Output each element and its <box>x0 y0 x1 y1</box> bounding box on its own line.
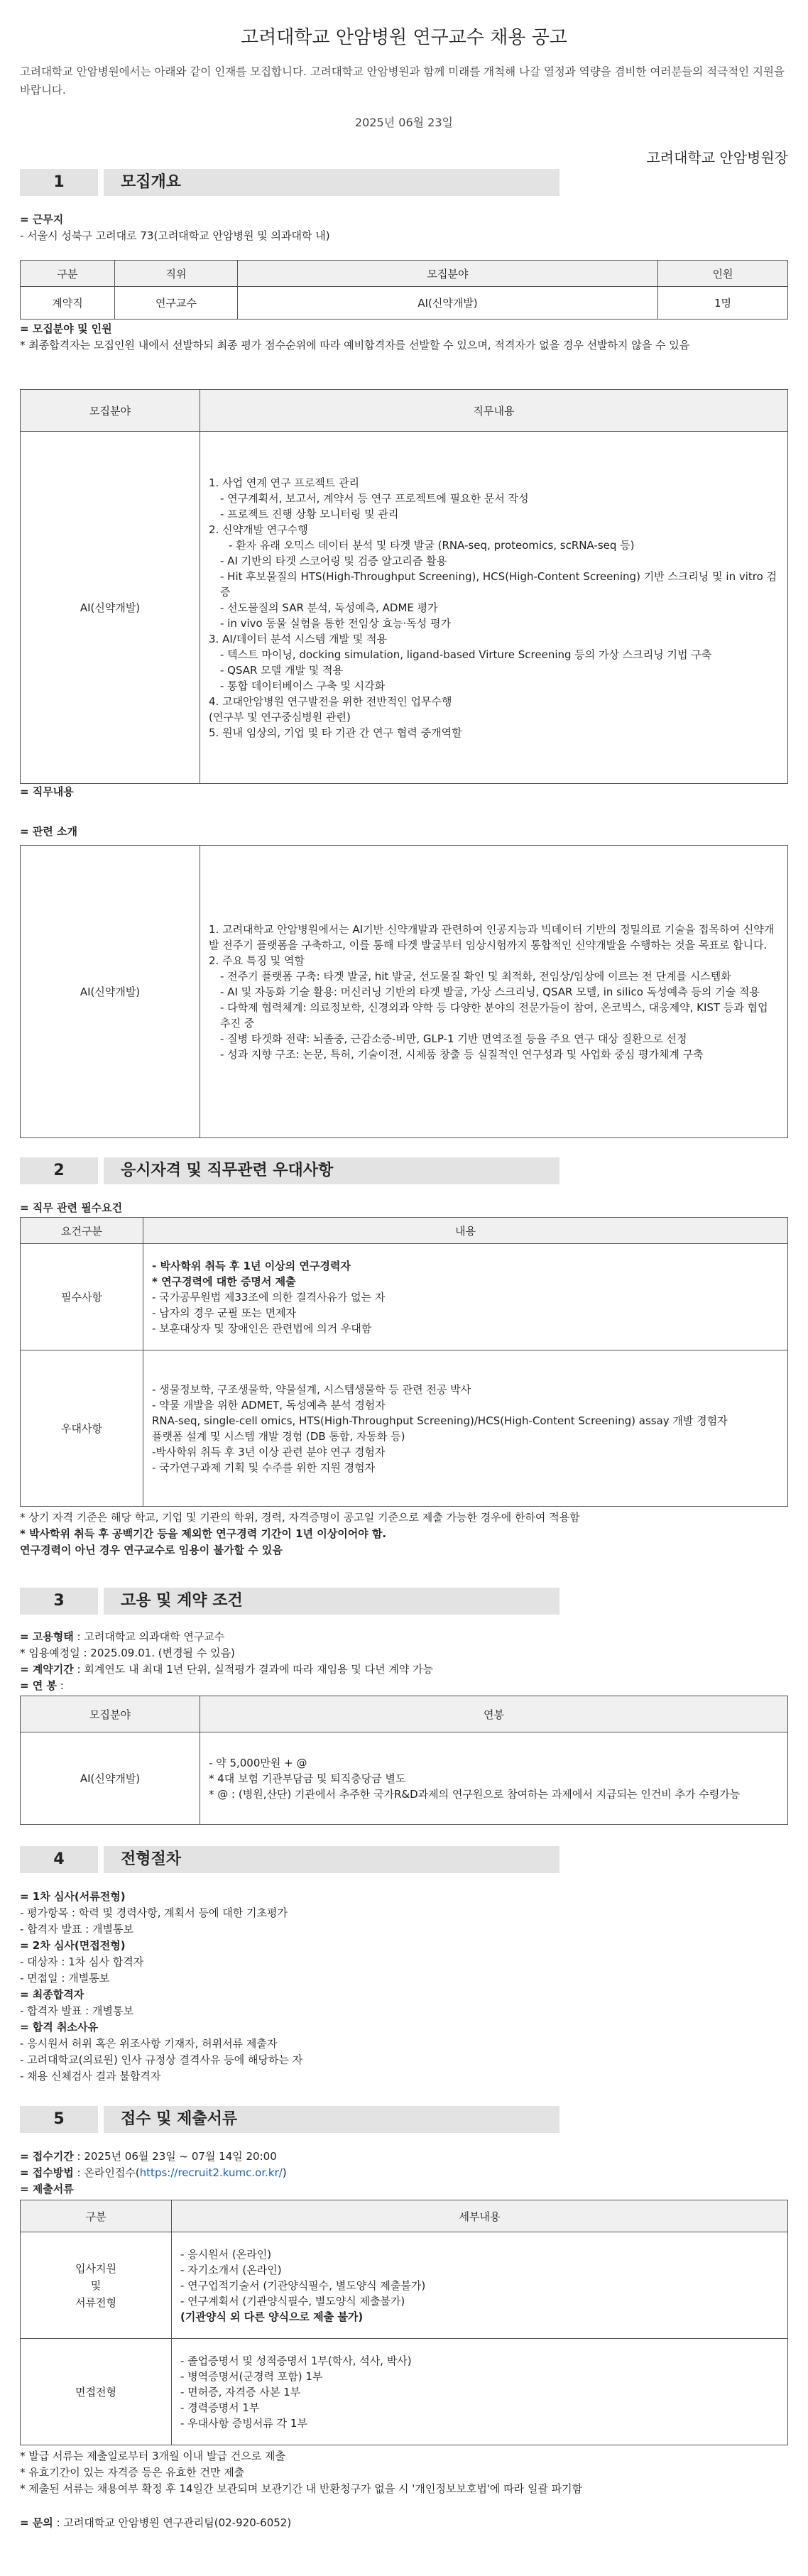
salary-list <box>200 1732 788 1825</box>
workplace-text: - 서울시 성북구 고려대로 73(고려대학교 안암병원 및 의과대학 내) <box>20 229 330 242</box>
salary-heading: = 연 봉 <box>20 1679 57 1692</box>
section-title: 접수 및 제출서류 <box>104 2106 559 2133</box>
table-header: 요건구분 <box>21 1218 143 1244</box>
list-item: * 연구경력에 대한 증명서 제출 <box>152 1275 296 1288</box>
list-item: - 국가공무원법 제33조에 의한 결격사유가 없는 자 <box>152 1290 386 1304</box>
apply-period-heading: = 접수기간 <box>20 2150 74 2163</box>
list-item: (기관양식 외 다른 양식으로 제출 불가) <box>180 2310 364 2323</box>
table-header: 직위 <box>115 261 238 287</box>
workplace-block <box>20 212 788 244</box>
list-item: 4. 고대안암병원 연구발전을 위한 전반적인 업무수행 <box>209 694 452 708</box>
table-header-row <box>21 390 788 432</box>
table-row <box>21 1244 788 1350</box>
table-header: 내용 <box>143 1218 788 1244</box>
table-row <box>21 846 788 1138</box>
table-cell <box>21 2232 172 2339</box>
list-item: -박사학위 취득 후 3년 이상 관련 분야 연구 경험자 <box>152 1445 386 1458</box>
section-title: 고용 및 계약 조건 <box>104 1588 559 1615</box>
table-cell: AI(신약개발) <box>21 846 200 1138</box>
list-item: (연구부 및 연구중심병원 관련) <box>209 710 351 724</box>
list-item: - 연구계획서 (기관양식필수, 별도양식 제출불가) <box>180 2294 405 2308</box>
employment-form-heading: = 고용형태 <box>20 1630 74 1643</box>
list-item: - 성과 지향 구조: 논문, 특허, 기술이전, 시제품 창출 등 실질적인 연구성과 및 사업화 중심 평가체계 구축 <box>220 1047 704 1061</box>
page-title: 고려대학교 안암병원 연구교수 채용 공고 <box>240 27 568 48</box>
section-title: 응시자격 및 직무관련 우대사항 <box>104 1157 559 1184</box>
doc-note: * 제출된 서류는 채용여부 확정 후 14일간 보관되며 보관기간 내 반환청구가 없을 시 '개인정보보호법'에 따라 일괄 파기함 <box>20 2482 583 2495</box>
employment-form-value: : 고려대학교 의과대학 연구교수 <box>77 1630 225 1643</box>
table-cell: AI(신약개발) <box>238 287 658 320</box>
list-item: - 경력증명서 1부 <box>180 2401 260 2414</box>
table-header: 연봉 <box>200 1696 788 1732</box>
section-1-header <box>20 169 559 196</box>
list-item: RNA-seq, single-cell omics, HTS(High-Throughput Screening)/HCS(High-Content Screening) assay 개발 경험자 <box>152 1414 728 1427</box>
table-row <box>21 432 788 784</box>
apply-period-value: : 2025년 06월 23일 ~ 07월 14일 20:00 <box>77 2150 277 2163</box>
duty-list <box>200 432 788 784</box>
section-3-header <box>20 1588 559 1615</box>
list-item: - 프로젝트 진행 상황 모니터링 및 관리 <box>220 507 399 520</box>
table-row <box>21 2339 788 2445</box>
intro-text: 고려대학교 안암병원에서는 아래와 같이 인재를 모집합니다. 고려대학교 안암병원과 함께 미래를 개척해 나갈 열정과 역량을 겸비한 여러분들의 적극적인 지원을 바랍니다. <box>20 65 785 97</box>
must-list <box>143 1244 788 1350</box>
list-item: - 응시원서 허위 혹은 위조사항 기재자, 허위서류 제출자 <box>20 2037 278 2050</box>
list-item: = 1차 심사(서류전형) <box>20 1890 126 1903</box>
table-header: 모집분야 <box>21 1696 200 1732</box>
table-row <box>21 1732 788 1825</box>
section-2-header <box>20 1157 559 1184</box>
req-heading-block <box>20 1200 788 1216</box>
table-cell: 면접전형 <box>21 2339 172 2445</box>
table-row <box>21 1350 788 1507</box>
table-cell: 연구교수 <box>115 287 238 320</box>
list-item: 2. 주요 특징 및 역할 <box>209 954 305 967</box>
list-item: - 응시원서 (온라인) <box>180 2247 272 2261</box>
list-item: - 졸업증명서 및 성적증명서 1부(학사, 석사, 박사) <box>180 2354 412 2367</box>
list-item: - 선도물질의 SAR 분석, 독성예측, ADME 평가 <box>220 601 438 614</box>
section-number: 5 <box>20 2106 98 2133</box>
list-item: - 생물정보학, 구조생물학, 약물설계, 시스템생물학 등 관련 전공 박사 <box>152 1382 471 1396</box>
table-cell: AI(신약개발) <box>21 432 200 784</box>
contract-period-heading: = 계약기간 <box>20 1663 74 1676</box>
process-block <box>20 1889 788 2085</box>
req-notes <box>20 1510 788 1559</box>
list-item: - 합격자 발표 : 개별통보 <box>20 1923 133 1936</box>
list-item: = 합격 취소사유 <box>20 2021 98 2034</box>
list-item: - QSAR 모델 개발 및 적용 <box>220 663 343 677</box>
section-number: 2 <box>20 1157 98 1184</box>
list-item: * @ : (병원,산단) 기관에서 추주한 국가R&D과제의 연구원으로 참여하는 과제에서 지급되는 인건비 추가 수령가능 <box>209 1787 741 1801</box>
table-cell: AI(신약개발) <box>21 1732 200 1825</box>
list-item: = 2차 심사(면접전형) <box>20 1939 126 1952</box>
apply-block <box>20 2149 788 2198</box>
section-title: 모집개요 <box>104 169 559 196</box>
list-item: - 자기소개서 (온라인) <box>180 2263 282 2276</box>
position-table <box>20 260 788 320</box>
workplace-heading: = 근무지 <box>20 213 64 226</box>
list-item: - 국가연구과제 기획 및 수주를 위한 지원 경험자 <box>152 1461 376 1474</box>
documents-table <box>20 2200 788 2445</box>
table-header-row <box>21 261 788 287</box>
table-header: 인원 <box>658 261 788 287</box>
table-header: 구분 <box>21 2200 172 2232</box>
relate-heading-block <box>20 824 788 840</box>
section-title: 전형절차 <box>104 1846 559 1873</box>
list-item: - AI 기반의 타겟 스코어링 및 검증 알고리즘 활용 <box>220 554 447 567</box>
contact-block <box>20 2515 788 2531</box>
relate-heading: = 관련 소개 <box>20 825 77 838</box>
salary-value: : <box>60 1679 64 1692</box>
duty-heading: = 직무내용 <box>20 785 74 798</box>
doc-type-line: 및 <box>90 2278 102 2292</box>
list-item: - Hit 후보물질의 HTS(High-Throughput Screening), HCS(High-Content Screening) 기반 스크리닝 및 in vitro 검증 <box>220 569 777 599</box>
table-header: 모집분야 <box>238 261 658 287</box>
list-item: - 병역증명서(군경력 포함) 1부 <box>180 2369 323 2383</box>
section-4-header <box>20 1846 559 1873</box>
list-item: - 환자 유래 오믹스 데이터 분석 및 타겟 발굴 (RNA-seq, proteomics, scRNA-seq 등) <box>229 538 635 552</box>
table-cell: 1명 <box>658 287 788 320</box>
field-note: * 최종합격자는 모집인원 내에서 선발하되 최종 평가 점수순위에 따라 예비합격자를 선발할 수 있으며, 적격자가 없을 경우 선발하지 않을 수 있음 <box>20 339 690 351</box>
list-item: - 박사학위 취득 후 1년 이상의 연구경력자 <box>152 1259 351 1272</box>
field-block <box>20 321 788 354</box>
list-item: - 연구계획서, 보고서, 계약서 등 연구 프로젝트에 필요한 문서 작성 <box>220 491 529 505</box>
list-item: - 고려대학교(의료원) 인사 규정상 결격사유 등에 해당하는 자 <box>20 2053 303 2066</box>
contact-value: : 고려대학교 안암병원 연구관리팀(02-920-6052) <box>56 2516 292 2529</box>
list-item: 3. AI/데이터 분석 시스템 개발 및 적용 <box>209 632 388 645</box>
docs-heading: = 제출서류 <box>20 2183 74 2195</box>
doc-list <box>172 2232 788 2339</box>
pref-list <box>143 1350 788 1507</box>
list-item: * 4대 보험 기관부담금 및 퇴직충당금 별도 <box>209 1772 406 1785</box>
list-item: - 채용 신체검사 결과 불합격자 <box>20 2070 161 2083</box>
list-item: - 면허증, 자격증 사본 1부 <box>180 2385 301 2398</box>
table-cell: 계약직 <box>21 287 115 320</box>
list-item: - 약물 개발을 위한 ADMET, 독성예측 분석 경험자 <box>152 1398 386 1412</box>
field-heading: = 모집분야 및 인원 <box>20 322 112 335</box>
list-item: - 평가항목 : 학력 및 경력사항, 계획서 등에 대한 기초평가 <box>20 1906 288 1919</box>
req-note: * 상기 자격 기준은 해당 학교, 기업 및 기관의 학위, 경력, 자격증명이 공고일 기준으로 제출 가능한 경우에 한하여 적용함 <box>20 1511 580 1524</box>
list-item: 1. 사업 연계 연구 프로젝트 관리 <box>209 476 360 489</box>
table-header: 구분 <box>21 261 115 287</box>
list-item: - 보훈대상자 및 장애인은 관련법에 의거 우대함 <box>152 1321 372 1335</box>
list-item: - AI 및 자동화 기술 활용: 머신러닝 기반의 타겟 발굴, 가상 스크리닝, QSAR 모델, in silico 독성예측 등의 기술 적용 <box>220 985 760 998</box>
apply-method-value: : 온라인접수( <box>77 2166 140 2179</box>
apply-link[interactable]: https://recruit2.kumc.or.kr/ <box>139 2166 283 2179</box>
duty-table <box>20 389 788 784</box>
section-number: 4 <box>20 1846 98 1873</box>
list-item: - 질병 타겟화 전략: 뇌졸중, 근감소증-비만, GLP-1 기반 면역조절 등을 주요 연구 대상 질환으로 선정 <box>220 1032 687 1045</box>
section-number: 1 <box>20 169 98 196</box>
req-note: * 박사학위 취득 후 공백기간 등을 제외한 연구경력 기간이 1년 이상이어야 함. <box>20 1527 387 1540</box>
list-item: - 텍스트 마이닝, docking simulation, ligand-based Virture Screening 등의 가상 스크리닝 기법 구축 <box>220 648 712 661</box>
table-header-row <box>21 2200 788 2232</box>
list-item: = 최종합격자 <box>20 1988 84 2001</box>
signer: 고려대학교 안암병원장 <box>646 149 788 166</box>
table-header-row <box>21 1696 788 1732</box>
list-item: - 남자의 경우 군필 또는 면제자 <box>152 1306 297 1319</box>
list-item: 플랫폼 설계 및 시스템 개발 경험 (DB 통합, 자동화 등) <box>152 1429 405 1443</box>
list-item: - 다학제 협력체계: 의료정보학, 신경외과 약학 등 다양한 분야의 전문가들이 참여, 온코빅스, 대웅제약, KIST 등과 협업 추진 중 <box>220 1000 768 1030</box>
notice-date: 2025년 06월 23일 <box>355 116 453 129</box>
duty-heading-block <box>20 784 788 800</box>
list-item: - 연구업적기술서 (기관양식필수, 별도양식 제출불가) <box>180 2278 426 2292</box>
table-row <box>21 2232 788 2339</box>
list-item: - in vivo 동물 실험을 통한 전임상 효능·독성 평가 <box>220 616 451 630</box>
table-header: 모집분야 <box>21 390 200 432</box>
req-note: 연구경력이 아닌 경우 연구교수로 임용이 불가할 수 있음 <box>20 1544 283 1556</box>
table-cell: 필수사항 <box>21 1244 143 1350</box>
intro-table <box>20 845 788 1138</box>
list-item: 1. 고려대학교 안암병원에서는 AI기반 신약개발과 관련하여 인공지능과 빅데이터 기반의 정밀의료 기술을 접목하여 신약개발 전주기 플랫폼을 구축하고, 이를 통해 타겟 발굴부터 임상시험까지 통합적인 신약개발을 수행하는 것을 목표로 합니다. <box>209 922 775 951</box>
list-item: 5. 원내 임상의, 기업 및 타 기관 간 연구 협력 중개역할 <box>209 726 462 739</box>
contact-heading: = 문의 <box>20 2516 53 2529</box>
list-item: - 합격자 발표 : 개별통보 <box>20 2004 133 2017</box>
list-item: - 면접일 : 개별통보 <box>20 1972 110 1985</box>
apply-method-heading: = 접수방법 <box>20 2166 74 2179</box>
contract-period-value: : 회계연도 내 최대 1년 단위, 실적평가 결과에 따라 재임용 및 다년 계약 가능 <box>77 1663 434 1676</box>
req-heading: = 직무 관련 필수요건 <box>20 1201 123 1214</box>
doc-note: * 발급 서류는 제출일로부터 3개월 이내 발급 건으로 제출 <box>20 2450 285 2462</box>
doc-notes <box>20 2448 788 2497</box>
table-row <box>21 287 788 320</box>
list-item: - 대상자 : 1차 심사 합격자 <box>20 1955 144 1968</box>
list-item: - 우대사항 증빙서류 각 1부 <box>180 2416 307 2430</box>
doc-note: * 유효기간이 있는 자격증 등은 유효한 건만 제출 <box>20 2466 245 2479</box>
table-header-row <box>21 1218 788 1244</box>
requirements-table <box>20 1217 788 1507</box>
appoint-date: * 임용예정일 : 2025.09.01. (변경될 수 있음) <box>20 1647 235 1659</box>
apply-method-end: ) <box>282 2166 287 2179</box>
section-number: 3 <box>20 1588 98 1615</box>
table-cell: 우대사항 <box>21 1350 143 1507</box>
table-header: 세부내용 <box>172 2200 788 2232</box>
doc-type-line: 입사지원 <box>75 2261 116 2275</box>
list-item: - 통합 데이터베이스 구축 및 시각화 <box>220 679 386 692</box>
employment-block <box>20 1629 788 1694</box>
table-header: 직무내용 <box>200 390 788 432</box>
section-5-header <box>20 2106 559 2133</box>
salary-table <box>20 1696 788 1825</box>
list-item: 2. 신약개발 연구수행 <box>209 523 308 536</box>
list-item: - 약 5,000만원 + @ <box>209 1756 307 1769</box>
intro-list <box>200 846 788 1138</box>
list-item: - 전주기 플랫폼 구축: 타겟 발굴, hit 발굴, 선도물질 확인 및 최적화, 전임상/임상에 이르는 전 단계를 시스템화 <box>220 969 731 983</box>
doc-list <box>172 2339 788 2445</box>
doc-type-line: 서류전형 <box>75 2296 116 2309</box>
